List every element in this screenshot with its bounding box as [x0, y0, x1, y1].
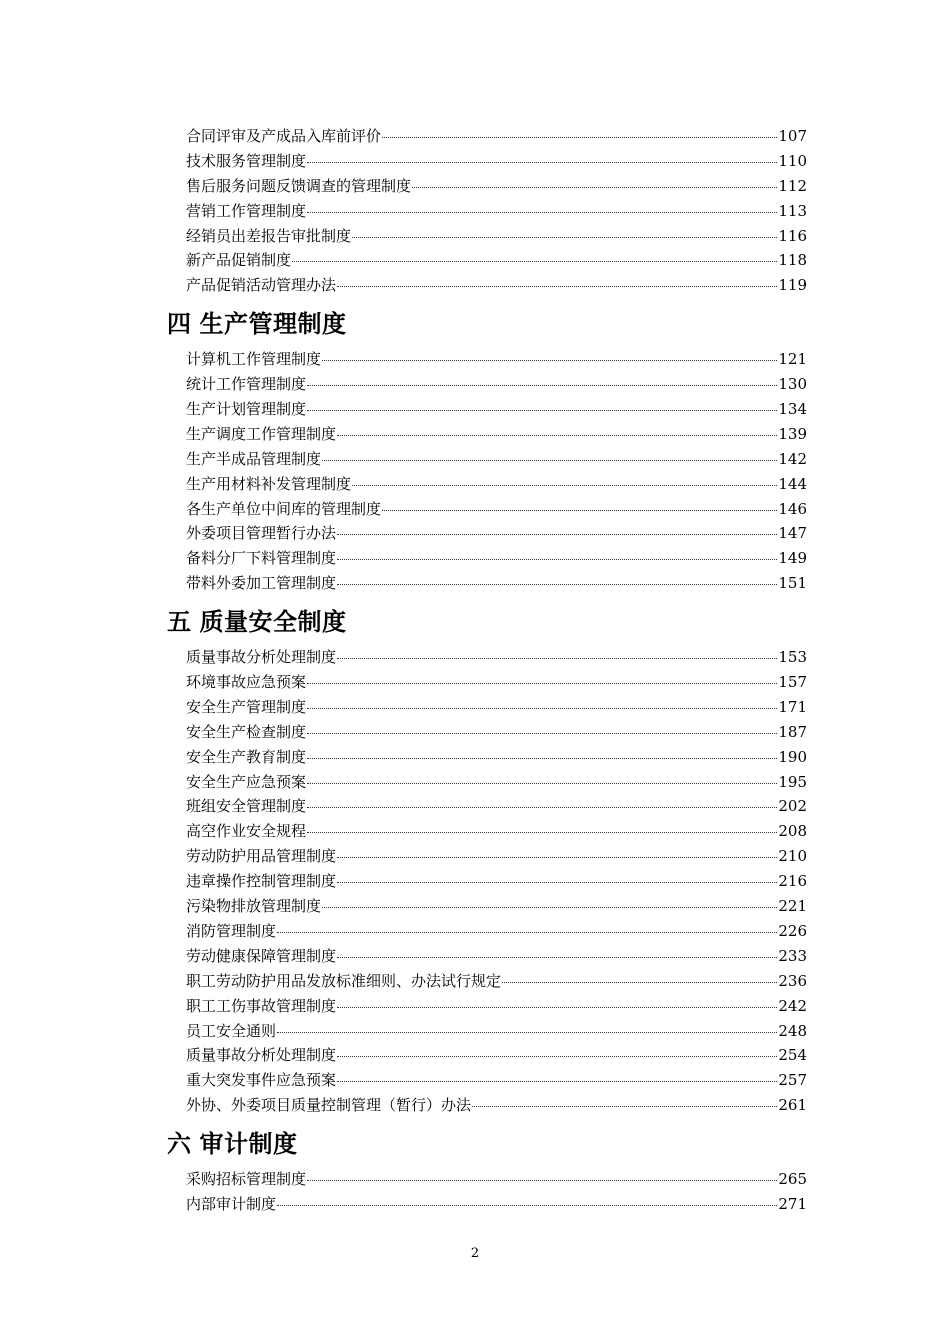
toc-entry-page: 112: [778, 176, 807, 195]
toc-entry[interactable]: [167, 372, 807, 397]
section-heading: [167, 1118, 807, 1167]
section-number: 四: [167, 310, 192, 339]
toc-entry[interactable]: [167, 447, 807, 472]
dot-leader: [382, 510, 777, 511]
section-heading: [167, 298, 807, 347]
toc-entry[interactable]: [167, 199, 807, 224]
toc-entry-title: 安全生产应急预案: [186, 772, 307, 791]
toc-entry-page: 147: [778, 524, 807, 543]
dot-leader: [337, 882, 777, 883]
dot-leader: [307, 733, 777, 734]
section-title: 审计制度: [199, 1130, 298, 1159]
toc-entry[interactable]: [167, 869, 807, 894]
dot-leader: [307, 807, 777, 808]
toc-entry-page: 248: [778, 1021, 807, 1040]
toc-entry[interactable]: [167, 546, 807, 571]
dot-leader: [337, 584, 777, 585]
toc-entry[interactable]: [167, 224, 807, 249]
toc-entry-page: 146: [778, 499, 807, 518]
toc-entry-title: 质量事故分析处理制度: [186, 648, 337, 667]
dot-leader: [382, 137, 777, 138]
toc-entry-page: 216: [778, 872, 807, 891]
toc-entry-title: 备料分厂下料管理制度: [186, 549, 337, 568]
section-heading: [167, 596, 807, 645]
toc-entry[interactable]: [167, 994, 807, 1019]
toc-entry-title: 计算机工作管理制度: [186, 350, 322, 369]
dot-leader: [337, 435, 777, 436]
toc-entry-page: 139: [778, 424, 807, 443]
toc-entry-page: 113: [778, 201, 807, 220]
dot-leader: [277, 1205, 777, 1206]
toc-entry-title: 内部审计制度: [186, 1194, 277, 1213]
toc-entry[interactable]: [167, 670, 807, 695]
toc-entry[interactable]: [167, 1167, 807, 1192]
toc-entry[interactable]: [167, 770, 807, 795]
toc-entry[interactable]: [167, 1019, 807, 1044]
dot-leader: [322, 907, 777, 908]
dot-leader: [337, 1081, 777, 1082]
toc-entry-title: 售后服务问题反馈调查的管理制度: [186, 176, 412, 195]
toc-entry-title: 生产用材料补发管理制度: [186, 474, 352, 493]
dot-leader: [307, 385, 777, 386]
section-title: 生产管理制度: [199, 310, 347, 339]
dot-leader: [307, 758, 777, 759]
toc-entry-page: 210: [778, 847, 807, 866]
toc-entry[interactable]: [167, 645, 807, 670]
toc-entry-title: 生产计划管理制度: [186, 400, 307, 419]
toc-entry-title: 劳动健康保障管理制度: [186, 946, 337, 965]
toc-entry-title: 采购招标管理制度: [186, 1170, 307, 1189]
toc-entry[interactable]: [167, 472, 807, 497]
toc-entry-page: 261: [778, 1096, 807, 1115]
toc-entry-page: 142: [778, 449, 807, 468]
toc-entry-page: 144: [778, 474, 807, 493]
section-number: 五: [167, 608, 192, 637]
dot-leader: [337, 559, 777, 560]
dot-leader: [307, 708, 777, 709]
dot-leader: [337, 534, 777, 535]
toc-entry-title: 经销员出差报告审批制度: [186, 226, 352, 245]
toc-entry-page: 116: [778, 226, 807, 245]
toc-entry[interactable]: [167, 149, 807, 174]
dot-leader: [307, 212, 777, 213]
toc-entry-title: 劳动防护用品管理制度: [186, 847, 337, 866]
toc-entry-page: 171: [778, 697, 807, 716]
toc-entry[interactable]: [167, 1093, 807, 1118]
toc-entry[interactable]: [167, 422, 807, 447]
dot-leader: [337, 286, 777, 287]
toc-entry-page: 195: [778, 772, 807, 791]
toc-entry-title: 生产半成品管理制度: [186, 449, 322, 468]
toc-entry[interactable]: [167, 1068, 807, 1093]
toc-entry-page: 110: [778, 151, 807, 170]
toc-entry-title: 生产调度工作管理制度: [186, 424, 337, 443]
toc-entry-title: 外协、外委项目质量控制管理（暂行）办法: [186, 1096, 472, 1115]
toc-entry[interactable]: [167, 944, 807, 969]
toc-entry-page: 157: [778, 673, 807, 692]
toc-entry-title: 安全生产检查制度: [186, 722, 307, 741]
toc-entry[interactable]: [167, 695, 807, 720]
toc-entry-title: 职工劳动防护用品发放标准细则、办法试行规定: [186, 971, 502, 990]
toc-entry-page: 119: [778, 276, 807, 295]
toc-entry-page: 153: [778, 648, 807, 667]
toc-entry-title: 消防管理制度: [186, 921, 277, 940]
toc-entry-page: 187: [778, 722, 807, 741]
toc-entry[interactable]: [167, 745, 807, 770]
toc-entry[interactable]: [167, 794, 807, 819]
toc-entry[interactable]: [167, 124, 807, 149]
toc-entry-title: 质量事故分析处理制度: [186, 1046, 337, 1065]
toc-entry-page: 265: [778, 1170, 807, 1189]
dot-leader: [352, 237, 777, 238]
page-number-footer: 2: [470, 1246, 480, 1261]
toc-entry-title: 员工安全通则: [186, 1021, 277, 1040]
toc-entry[interactable]: [167, 844, 807, 869]
toc-entry-page: 151: [778, 574, 807, 593]
toc-entry[interactable]: [167, 174, 807, 199]
dot-leader: [502, 982, 777, 983]
toc-entry-title: 新产品促销制度: [186, 251, 292, 270]
toc-entry[interactable]: [167, 720, 807, 745]
toc-entry[interactable]: [167, 1192, 807, 1217]
dot-leader: [307, 410, 777, 411]
toc-entry-page: 202: [778, 797, 807, 816]
toc-entry-title: 安全生产教育制度: [186, 747, 307, 766]
toc-entry-title: 统计工作管理制度: [186, 375, 307, 394]
toc-entry[interactable]: [167, 1043, 807, 1068]
toc-entry-title: 职工工伤事故管理制度: [186, 996, 337, 1015]
section-number: 六: [167, 1130, 192, 1159]
toc-entry-page: 130: [778, 375, 807, 394]
dot-leader: [292, 261, 777, 262]
toc-entry[interactable]: [167, 969, 807, 994]
toc-entry[interactable]: [167, 397, 807, 422]
dot-leader: [322, 460, 777, 461]
toc-entry-title: 污染物排放管理制度: [186, 897, 322, 916]
toc-entry[interactable]: [167, 347, 807, 372]
toc-entry-page: 257: [778, 1071, 807, 1090]
toc-entry-title: 高空作业安全规程: [186, 822, 307, 841]
toc-entry[interactable]: [167, 497, 807, 522]
toc-entry-title: 技术服务管理制度: [186, 151, 307, 170]
toc-entry-page: 149: [778, 549, 807, 568]
dot-leader: [337, 957, 777, 958]
toc-entry-title: 带料外委加工管理制度: [186, 574, 337, 593]
dot-leader: [337, 857, 777, 858]
dot-leader: [307, 832, 777, 833]
toc-entry[interactable]: [167, 919, 807, 944]
toc-entry-title: 合同评审及产成品入库前评价: [186, 127, 382, 145]
toc-entry-title: 外委项目管理暂行办法: [186, 524, 337, 543]
dot-leader: [307, 1180, 777, 1181]
toc-entry-page: 221: [778, 897, 807, 916]
toc-entry[interactable]: [167, 248, 807, 273]
dot-leader: [307, 783, 777, 784]
toc-entry-title: 班组安全管理制度: [186, 797, 307, 816]
toc-entry-page: 236: [778, 971, 807, 990]
toc-entry-title: 安全生产管理制度: [186, 697, 307, 716]
toc-entry-title: 各生产单位中间库的管理制度: [186, 499, 382, 518]
dot-leader: [337, 1056, 777, 1057]
toc-entry-page: 121: [778, 350, 807, 369]
dot-leader: [322, 360, 777, 361]
toc-entry-page: 190: [778, 747, 807, 766]
dot-leader: [472, 1106, 777, 1107]
toc-entry[interactable]: [167, 273, 807, 298]
dot-leader: [412, 187, 777, 188]
toc-entry-title: 产品促销活动管理办法: [186, 276, 337, 295]
toc-entry-page: 233: [778, 946, 807, 965]
toc-entry-title: 营销工作管理制度: [186, 201, 307, 220]
section-title: 质量安全制度: [199, 608, 347, 637]
toc-entry-page: 134: [778, 400, 807, 419]
dot-leader: [337, 658, 777, 659]
table-of-contents: [167, 124, 807, 1217]
toc-entry-page: 271: [778, 1194, 807, 1213]
dot-leader: [277, 932, 777, 933]
toc-entry-page: 242: [778, 996, 807, 1015]
dot-leader: [277, 1032, 777, 1033]
toc-entry-page: 118: [778, 251, 807, 270]
dot-leader: [307, 162, 777, 163]
toc-entry[interactable]: [167, 894, 807, 919]
toc-entry[interactable]: [167, 819, 807, 844]
toc-entry-title: 违章操作控制管理制度: [186, 872, 337, 891]
toc-entry-page: 208: [778, 822, 807, 841]
toc-entry-page: 226: [778, 921, 807, 940]
toc-entry-title: 环境事故应急预案: [186, 673, 307, 692]
toc-entry[interactable]: [167, 521, 807, 546]
dot-leader: [337, 1007, 777, 1008]
toc-entry[interactable]: [167, 571, 807, 596]
toc-entry-page: 107: [778, 127, 807, 145]
toc-entry-page: 254: [778, 1046, 807, 1065]
toc-entry-title: 重大突发事件应急预案: [186, 1071, 337, 1090]
dot-leader: [307, 683, 777, 684]
dot-leader: [352, 485, 777, 486]
